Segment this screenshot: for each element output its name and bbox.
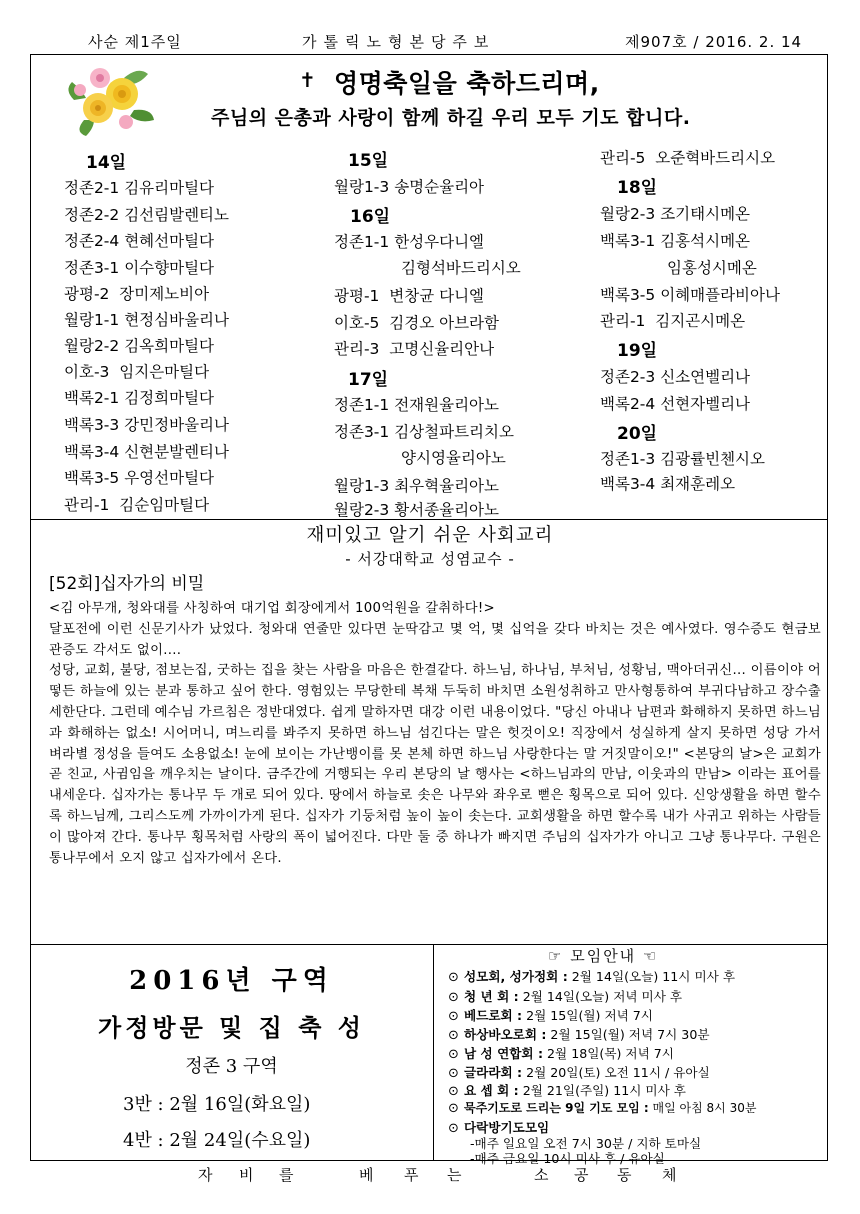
- cross-icon: ✝: [299, 68, 316, 92]
- feast-row: 광평-1 변창균 다니엘: [334, 287, 485, 305]
- circle-dot-icon: ⊙: [448, 1047, 459, 1062]
- feast-row: 이호-5 김경오 아브라함: [334, 314, 499, 332]
- feast-row: 월랑2-2 김옥희마틸다: [64, 337, 215, 355]
- circle-dot-icon: ⊙: [448, 1028, 459, 1043]
- feast-row: 관리-1 김순임마틸다: [64, 496, 210, 514]
- feast-row: 정존2-4 현혜선마틸다: [64, 232, 215, 250]
- article-episode: [52회]십자가의 비밀: [49, 574, 205, 594]
- day-heading: 16일: [350, 207, 391, 227]
- feast-row: 정존3-1 김상철파트리치오: [334, 423, 514, 441]
- feast-row: 월랑2-3 황서종율리아노: [334, 501, 500, 519]
- flower-bouquet-icon: [64, 60, 156, 138]
- bulletin-title: 가톨릭노형본당주보: [302, 33, 496, 51]
- season-label: 사순 제1주일: [88, 33, 182, 51]
- feast-row: 정존1-1 전재원율리아노: [334, 396, 500, 414]
- feast-row: 월랑1-3 송명순율리아: [334, 178, 485, 196]
- feast-row: 월랑2-3 조기태시메온: [600, 205, 751, 223]
- feast-row: 백록3-1 김홍석시메온: [600, 232, 751, 250]
- article-paragraph: 성당, 교회, 불당, 점보는집, 굿하는 집을 찾는 사람을 마음은 한결같다. 하느님, 하나님, 부처님, 성황님, 맥아더귀신... 이름이야 어떻든 하늘에 있는 분과 통하고 싶어 한다. 영험있는 무당한테 복채 두둑히 바치면 소원성취하고 만사형통하여 부귀다남하고 장수출세한단다. 그런데 예수님 가르침은 정반대였다. 쉽게 말하자면 대강 이런 내용이었다. "당신 아내나 남편과 화해하지 못하면 하느님과 화해하는 없소! 시어머니, 며느리를 봐주지 못하면 하느님 섬긴다는 말은 헛것이오! 직장에서 성실하게 살지 못하면 성당 가서 벼라별 정성을 들여도 소용없소! 눈에 보이는 가난뱅이를 못 본체 하면 하느님 사랑한다는 말 거짓말이오!" <본당의 날>은 교회가 곧 친교, 사귐임을 깨우치는 날이다. 금주간에 거행되는 우리 본당의 날 행사는 <하느님과의 만남, 이웃과의 만남> 이라는 표어를 내세운다. 십자가는 통나무 두 개로 되어 있다. 땅에서 하늘로 솟은 나무와 좌우로 뻗은 횡목으로 되어 있다. 신앙생활을 하면 할수록 하느님께, 그리스도께 가까이가게 된다. 십자가 기둥처럼 높이 높이 솟는다. 교회생활을 하면 할수록 내가 사귀고 위하는 사람들이 많아져 간다. 통나무 횡목처럼 사랑의 폭이 넓어진다. 다만 둘 중 하나가 빠지면 주님의 십자가가 아니고 그냥 통나무다. 구원은 통나무에서 오지 않고 십자가에서 온다.: [49, 663, 821, 866]
- day-heading: 15일: [348, 151, 389, 171]
- circle-dot-icon: ⊙: [448, 1066, 459, 1081]
- feast-row: 월랑1-3 최우혁율리아노: [334, 477, 500, 495]
- feast-row: 양시영율리아노: [401, 449, 506, 467]
- feast-row: 정존2-3 신소연벨리나: [600, 368, 751, 386]
- feast-row: 백록3-4 신현분발렌티나: [64, 443, 230, 461]
- feast-row: 백록3-5 이혜매플라비아나: [600, 286, 780, 304]
- circle-dot-icon: ⊙: [448, 970, 459, 985]
- feast-row: 관리-5 오준혁바드리시오: [600, 149, 776, 167]
- day-heading: 18일: [617, 178, 658, 198]
- visit-district: 정존 3 구역: [185, 1056, 278, 1077]
- circle-dot-icon: ⊙: [448, 1121, 459, 1136]
- visit-schedule-3: 3반 : 2월 16일(화요일): [123, 1094, 311, 1115]
- meeting-item: ⊙ 베드로회 : 2월 15일(월) 저녁 7시: [448, 1008, 653, 1024]
- feast-row: 정존3-1 이수향마틸다: [64, 259, 215, 277]
- meeting-item: ⊙ 성모회, 성가정회 : 2월 14일(오늘) 11시 미사 후: [448, 969, 735, 985]
- meeting-item: ⊙ 요 셉 회 : 2월 21일(주일) 11시 미사 후: [448, 1083, 686, 1099]
- banner-subtitle: 주님의 은총과 사랑이 함께 하길 우리 모두 기도 합니다.: [211, 107, 691, 129]
- meeting-item: ⊙ 묵주기도로 드리는 9일 기도 모임 : 매일 아침 8시 30분: [448, 1101, 757, 1116]
- meetings-title: ☞ 모임안내 ☜: [548, 947, 659, 965]
- day-heading: 20일: [617, 424, 658, 444]
- feast-row: 관리-3 고명신율리안나: [334, 340, 495, 358]
- feast-row: 정존2-1 김유리마틸다: [64, 179, 215, 197]
- meeting-item: ⊙ 남 성 연합회 : 2월 18일(목) 저녁 7시: [448, 1046, 674, 1062]
- feast-row: 백록2-1 김정희마틸다: [64, 389, 215, 407]
- visit-year-heading: 2016년 구역: [129, 966, 334, 996]
- feast-row: 백록3-3 강민정바울리나: [64, 416, 230, 434]
- feast-row: 정존1-3 김광률빈첸시오: [600, 450, 766, 468]
- circle-dot-icon: ⊙: [448, 1009, 459, 1024]
- feast-row: 백록2-4 선현자벨리나: [600, 395, 751, 413]
- column-divider: [433, 944, 434, 1161]
- article-title: 재미있고 알기 쉬운 사회교리: [306, 525, 554, 546]
- visit-schedule-4: 4반 : 2월 24일(수요일): [123, 1130, 311, 1151]
- meeting-item: ⊙ 글라라회 : 2월 20일(토) 오전 11시 / 유아실: [448, 1065, 710, 1081]
- article-body: [49, 599, 821, 869]
- day-heading: 14일: [86, 153, 127, 173]
- feast-row: 정존1-1 한성우다니엘: [334, 233, 485, 251]
- feast-row: 이호-3 임지은마틸다: [64, 363, 210, 381]
- meeting-item: ⊙ 하상바오로회 : 2월 15일(월) 저녁 7시 30분: [448, 1027, 710, 1043]
- day-heading: 17일: [348, 370, 389, 390]
- meeting-subitem: -매주 일요일 오전 7시 30분 / 지하 토마실: [470, 1136, 702, 1151]
- article-author: - 서강대학교 성염교수 -: [345, 550, 515, 568]
- feast-row: 광평-2 장미제노비아: [64, 285, 210, 303]
- visit-heading: 가정방문 및 집 축 성: [98, 1013, 365, 1042]
- feast-row: 임홍성시메온: [667, 259, 757, 277]
- feast-row: 백록3-4 최재훈레오: [600, 475, 736, 493]
- circle-dot-icon: ⊙: [448, 1084, 459, 1099]
- feast-row: 월랑1-1 현정심바울리나: [64, 311, 230, 329]
- feast-row: 정존2-2 김선림발렌티노: [64, 206, 230, 224]
- feast-row: 관리-1 김지곤시메온: [600, 312, 746, 330]
- day-heading: 19일: [617, 341, 658, 361]
- article-paragraph: 달포전에 이런 신문기사가 났었다. 청와대 연줄만 있다면 눈딱감고 몇 억, 몇 십억을 갖다 바치는 것은 예사였다. 영수증도 현금보관증도 각서도 없이....: [49, 621, 821, 658]
- feast-row: 백록3-5 우영선마틸다: [64, 469, 215, 487]
- meeting-subitem: -매주 금요일 10시 미사 후 / 유아실: [470, 1151, 665, 1166]
- issue-number: 제907호 / 2016. 2. 14: [625, 33, 803, 51]
- meeting-item: ⊙ 다락방기도모임: [448, 1120, 550, 1136]
- article-paragraph: <김 아무개, 청와대를 사칭하여 대기업 회장에게서 100억원을 갈취하다!>: [49, 601, 495, 616]
- meeting-item: ⊙ 청 년 회 : 2월 14일(오늘) 저녁 미사 후: [448, 989, 683, 1005]
- feast-row: 김형석바드리시오: [401, 259, 521, 277]
- circle-dot-icon: ⊙: [448, 1101, 459, 1116]
- section-divider-2: [30, 944, 828, 945]
- circle-dot-icon: ⊙: [448, 990, 459, 1005]
- banner-title: 영명축일을 축하드리며,: [334, 69, 600, 98]
